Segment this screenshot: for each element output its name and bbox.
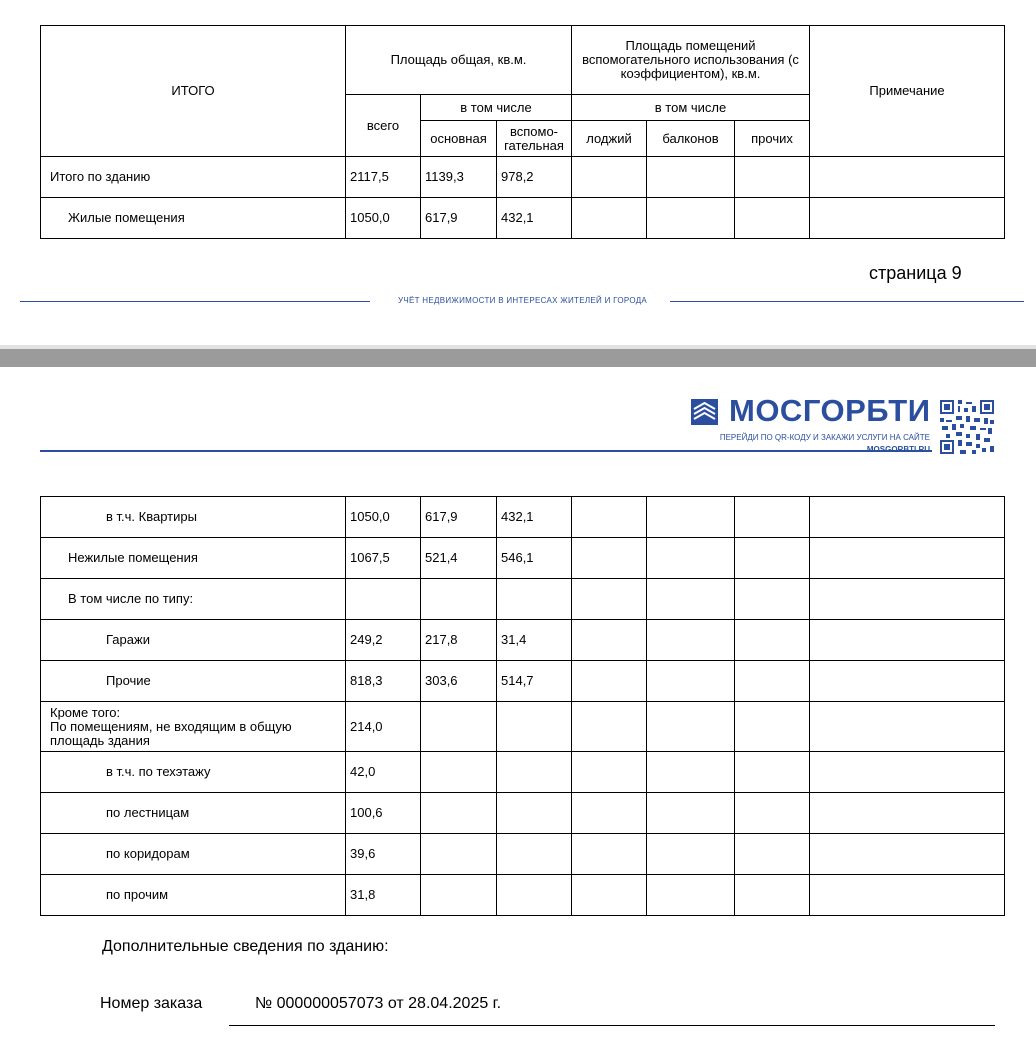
footer-divider-right bbox=[670, 301, 1024, 302]
row-label-line2: По помещениям, не входящим в общую площадь здания bbox=[50, 718, 292, 748]
row-label-multiline bbox=[41, 702, 346, 752]
table-row bbox=[41, 793, 1005, 834]
order-underline bbox=[229, 1025, 995, 1026]
row-label: В том числе по типу: bbox=[41, 579, 346, 620]
row-label: в т.ч. Квартиры bbox=[41, 497, 346, 538]
page-number: страница 9 bbox=[869, 263, 962, 283]
cell-main bbox=[421, 579, 497, 620]
cell-aux: 31,4 bbox=[497, 620, 572, 661]
row-label: Прочие bbox=[41, 661, 346, 702]
header-main: основная bbox=[421, 121, 497, 157]
table-row bbox=[41, 752, 1005, 793]
cell-total: 2117,5 bbox=[346, 157, 421, 198]
header-loggias: лоджий bbox=[572, 121, 647, 157]
header-vsego: всего bbox=[346, 95, 421, 157]
cell-main: 617,9 bbox=[421, 497, 497, 538]
cell-aux: 514,7 bbox=[497, 661, 572, 702]
area-summary-table-bottom bbox=[40, 496, 1005, 916]
cell-total: 42,0 bbox=[346, 752, 421, 793]
header-area-total: Площадь общая, кв.м. bbox=[346, 26, 572, 95]
row-label-line1: Кроме того: bbox=[50, 704, 121, 720]
table-row bbox=[41, 579, 1005, 620]
order-number-value: № 000000057073 от 28.04.2025 г. bbox=[255, 995, 502, 1012]
row-label: по коридорам bbox=[41, 834, 346, 875]
table-row bbox=[41, 661, 1005, 702]
cell-main: 217,8 bbox=[421, 620, 497, 661]
cell-aux: 546,1 bbox=[497, 538, 572, 579]
table-row bbox=[41, 875, 1005, 916]
cell-total: 1050,0 bbox=[346, 497, 421, 538]
cell-total: 1067,5 bbox=[346, 538, 421, 579]
footer-divider-left bbox=[20, 301, 370, 302]
additional-info-heading: Дополнительные сведения по зданию: bbox=[102, 938, 389, 955]
table-row bbox=[41, 497, 1005, 538]
cell-total: 1050,0 bbox=[346, 198, 421, 239]
cell-total bbox=[346, 579, 421, 620]
cell-main: 617,9 bbox=[421, 198, 497, 239]
header-in-that-aux: в том числе bbox=[572, 95, 810, 121]
footer-slogan: УЧЁТ НЕДВИЖИМОСТИ В ИНТЕРЕСАХ ЖИТЕЛЕЙ И ГОРОДА bbox=[397, 296, 648, 305]
header-other: прочих bbox=[735, 121, 810, 157]
cell-aux: 432,1 bbox=[497, 497, 572, 538]
table-row bbox=[41, 620, 1005, 661]
cell-aux bbox=[497, 579, 572, 620]
area-summary-table-top bbox=[40, 25, 1005, 239]
building-logo-icon bbox=[691, 399, 718, 425]
cell-main: 521,4 bbox=[421, 538, 497, 579]
table-row bbox=[41, 702, 1005, 752]
row-label: Нежилые помещения bbox=[41, 538, 346, 579]
header-balconies: балконов bbox=[647, 121, 735, 157]
row-label: по прочим bbox=[41, 875, 346, 916]
header-divider bbox=[40, 450, 932, 452]
row-label: Гаражи bbox=[41, 620, 346, 661]
header-note: Примечание bbox=[810, 26, 1005, 157]
company-logo-name: МОСГОРБТИ bbox=[729, 393, 931, 428]
cell-total: 214,0 bbox=[346, 702, 421, 752]
logo-tagline: ПЕРЕЙДИ ПО QR-КОДУ И ЗАКАЖИ УСЛУГИ НА САЙТЕ bbox=[719, 433, 930, 442]
cell-total: 818,3 bbox=[346, 661, 421, 702]
order-number-label: Номер заказа bbox=[100, 995, 203, 1012]
row-label: в т.ч. по техэтажу bbox=[41, 752, 346, 793]
cell-main: 303,6 bbox=[421, 661, 497, 702]
qr-code-icon[interactable] bbox=[940, 400, 994, 454]
cell-aux: 978,2 bbox=[497, 157, 572, 198]
header-aux: вспомо-гательная bbox=[497, 121, 572, 157]
row-label: по лестницам bbox=[41, 793, 346, 834]
table-row bbox=[41, 198, 1005, 239]
cell-main: 1139,3 bbox=[421, 157, 497, 198]
page-separator bbox=[0, 349, 1036, 367]
row-label: Жилые помещения bbox=[41, 198, 346, 239]
header-in-that-area: в том числе bbox=[421, 95, 572, 121]
table-row bbox=[41, 538, 1005, 579]
table-row bbox=[41, 834, 1005, 875]
cell-total: 249,2 bbox=[346, 620, 421, 661]
row-label: Итого по зданию bbox=[41, 157, 346, 198]
table-row bbox=[41, 157, 1005, 198]
cell-aux: 432,1 bbox=[497, 198, 572, 239]
cell-total: 100,6 bbox=[346, 793, 421, 834]
header-itogo: ИТОГО bbox=[41, 26, 346, 157]
cell-total: 31,8 bbox=[346, 875, 421, 916]
cell-total: 39,6 bbox=[346, 834, 421, 875]
header-aux-area: Площадь помещений вспомогательного использования (с коэффициентом), кв.м. bbox=[572, 26, 810, 95]
